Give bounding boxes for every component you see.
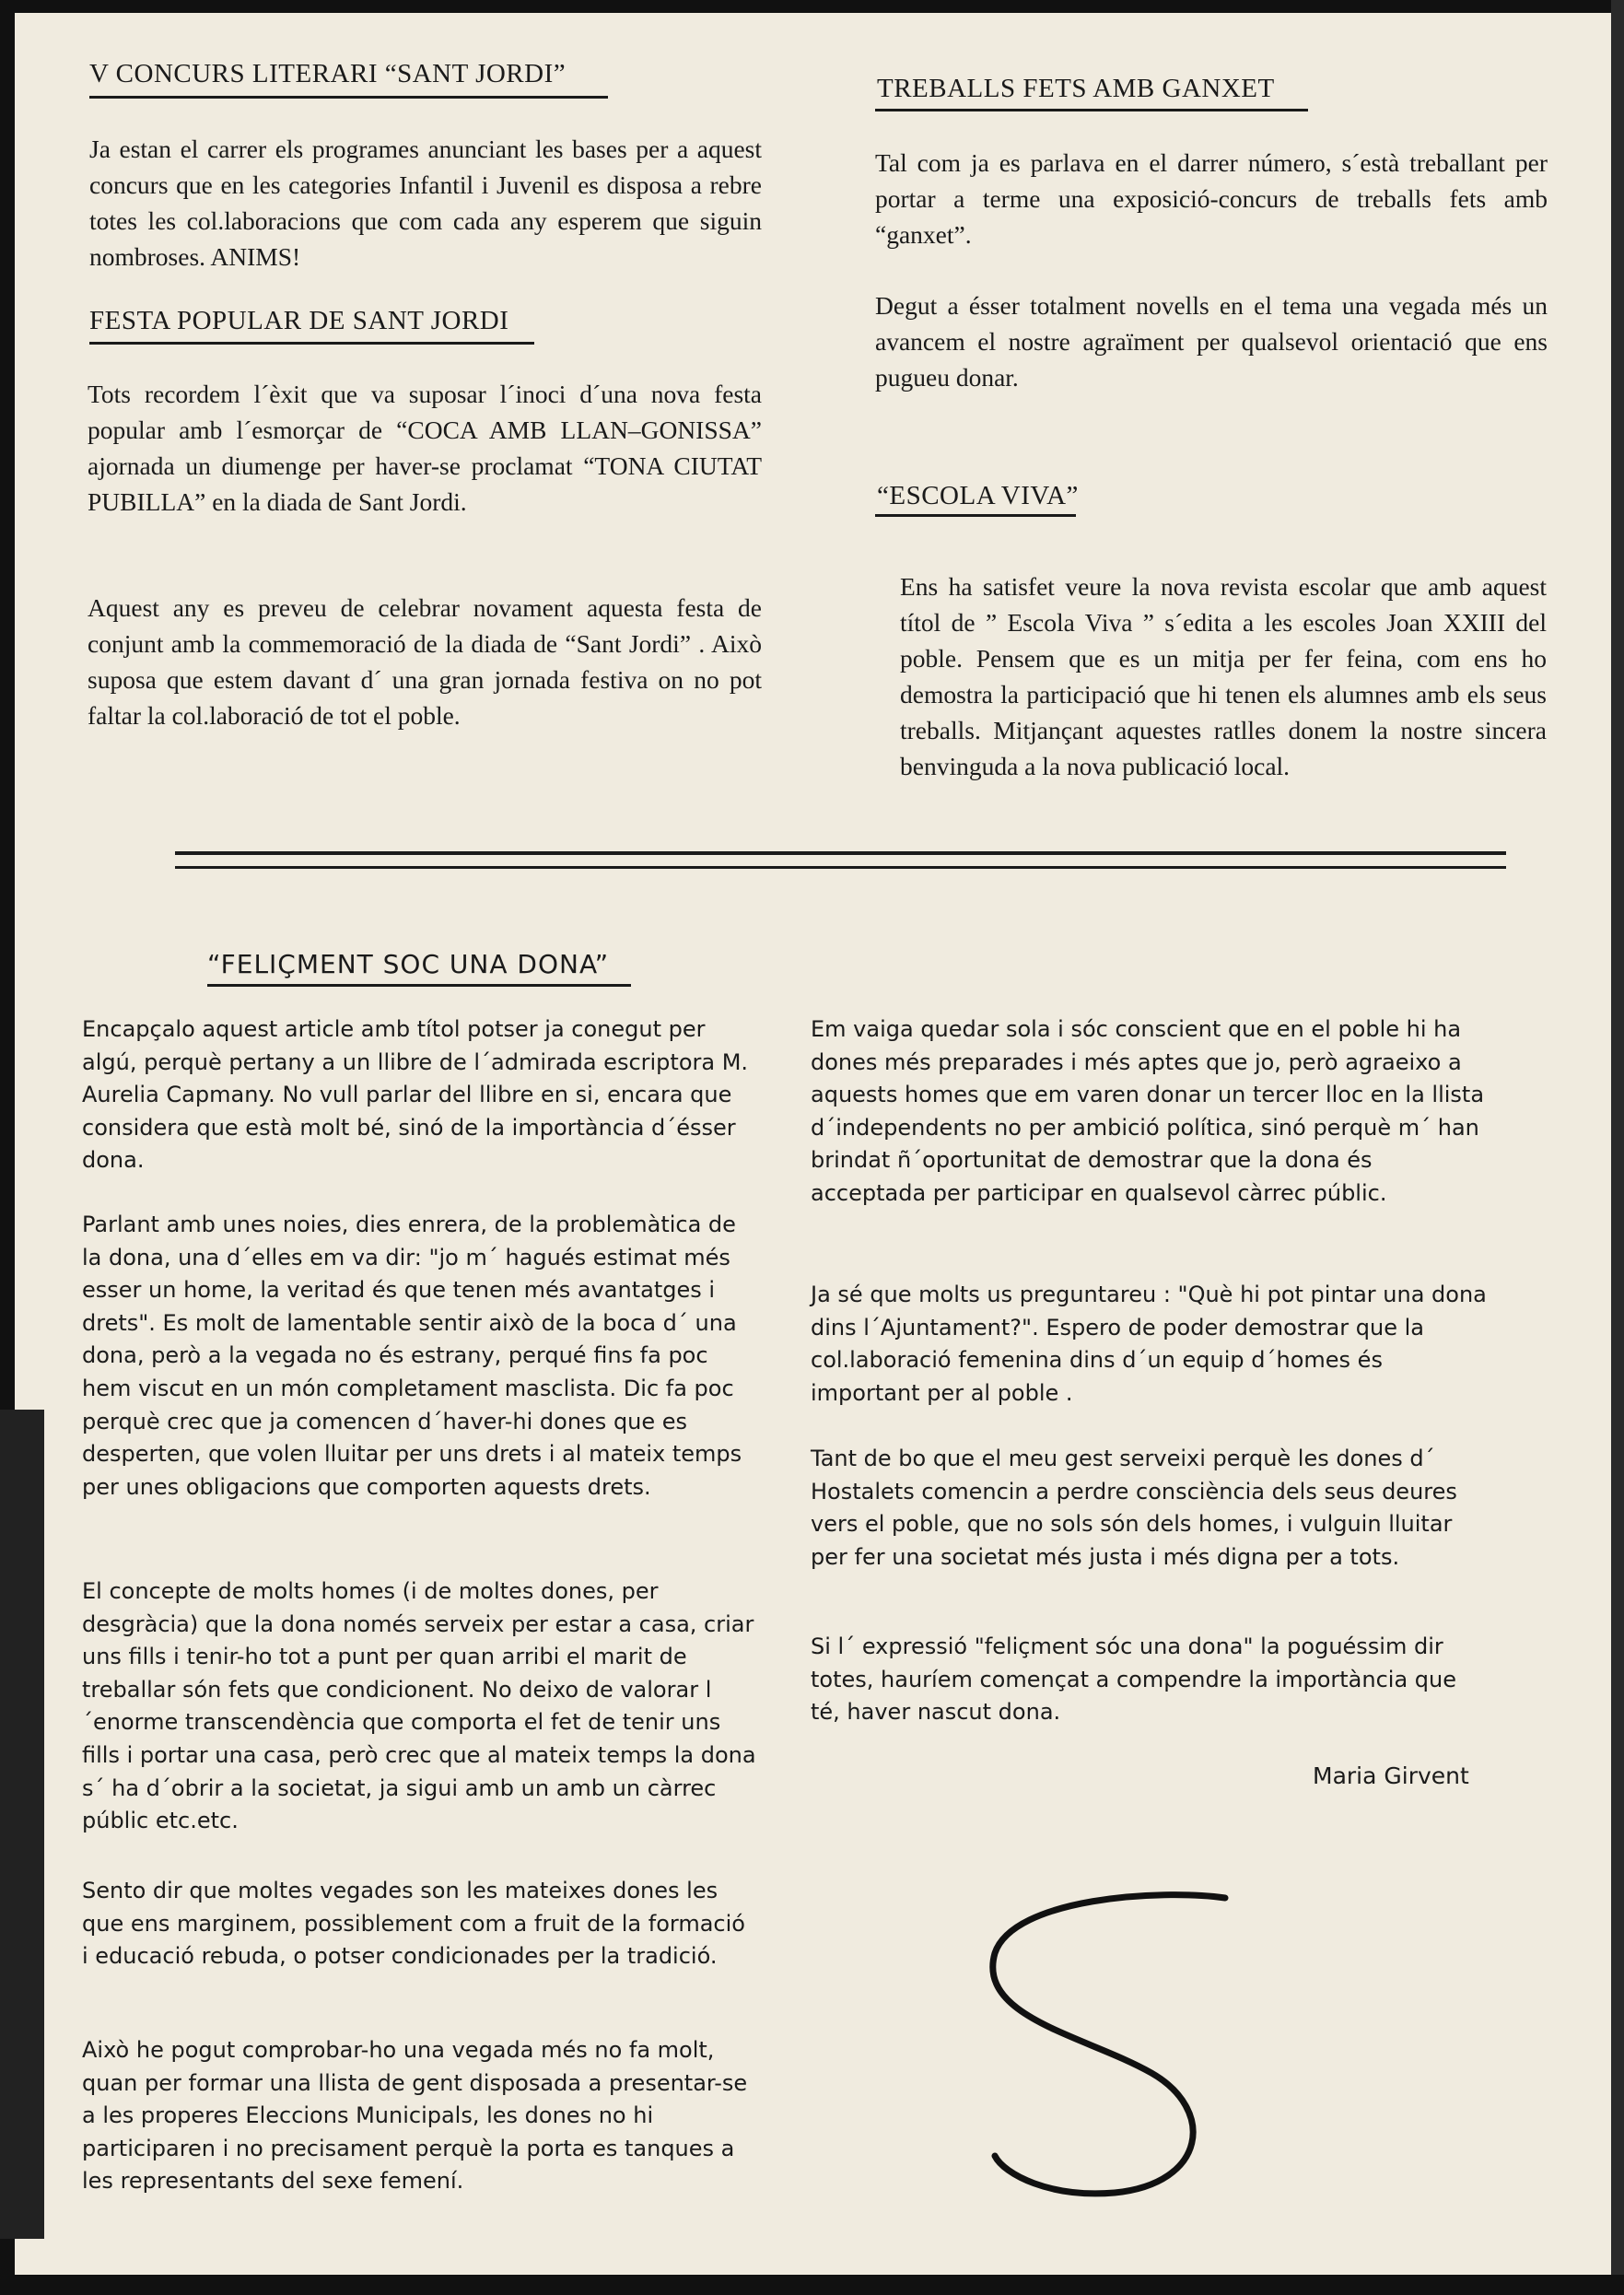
article-right-p2: Ja sé que molts us preguntareu : "Què hi pot pintar una dona dins l´Ajuntament?". Espero de poder demostrar que la col.laboració femenina dins d´un equip d´homes és important per al poble . xyxy=(811,1282,1487,1406)
heading-treballs-ganxet: TREBALLS FETS AMB GANXET xyxy=(877,74,1275,103)
article-left-p3: El concepte de molts homes (i de moltes dones, per desgràcia) que la dona només serveix per estar a casa, criar uns fills i tenir-ho tot a punt per quan arribi el marit de treballar són fets que condicionent. No deixo de valorar l´enorme transcendència que comporta el fet de tenir uns fills i portar una casa, però crec que al mateix temps la dona s´ ha d´obrir a la societat, ja sigui amb un amb un càrrec públic etc.etc. xyxy=(82,1578,756,1834)
article-right-p3: Tant de bo que el meu gest serveixi perquè les dones d´ Hostalets comencin a perdre consciència dels seus deures vers el poble, que no sols són dels homes, i vulguin lluitar per fer una societat més justa i més digna per a tots. xyxy=(811,1446,1457,1570)
article-author: Maria Girvent xyxy=(1313,1762,1469,1789)
article-left-p4: Sento dir que moltes vegades son les mateixes dones les que ens marginem, possiblement com a fruit de la formació i educació rebuda, o potser condicionades per la tradició. xyxy=(82,1878,745,1970)
divider-rule-lower xyxy=(175,866,1506,869)
heading-underline xyxy=(875,514,1076,517)
paragraph-festa-2: Aquest any es preveu de celebrar novament aquesta festa de conjunt amb la commemoració de la diada de “Sant Jordi” . Això suposa que estem davant d´ una gran jornada festiva on no pot faltar la col.laboració de tot el poble. xyxy=(88,593,762,730)
article-left-p2: Parlant amb unes noies, dies enrera, de la problemàtica de la dona, una d´elles em va dir: "jo m´ hagués estimat més esser un home, la veritad és que tenen més avantatges i drets". Es molt de lamentable sentir això de la boca d´ una dona, però a la vegada no és estrany, perqué fins fa poc hem viscut en un món completament masclista. Dic fa poc perquè crec que ja comencen d´haver-hi dones que es desperten, que volen lluitar per uns drets i al mateix temps per unes obligacions que comporten aquests drets. xyxy=(82,1212,742,1500)
divider-rule-upper xyxy=(175,851,1506,855)
scan-border-top xyxy=(0,0,1624,13)
heading-escola-viva: “ESCOLA VIVA” xyxy=(877,481,1079,510)
adjacent-page-photo-edge xyxy=(0,1410,44,2239)
article-left-p5: Això he pogut comprobar-ho una vegada més no fa molt, quan per formar una llista de gent disposada a presentar-se a les properes Eleccions Municipals, les dones no hi participaren i no precisament perquè la porta es tanques a les representants del sexe femení. xyxy=(82,2037,748,2195)
heading-underline xyxy=(875,109,1308,111)
scan-border-right xyxy=(1611,0,1624,2295)
decorative-s-flourish xyxy=(976,1879,1253,2211)
paragraph-escola-viva: Ens ha satisfet veure la nova revista escolar que amb aquest títol de ” Escola Viva ” s´edita a les escoles Joan XXIII del poble. Pensem que es un mitja per fer feina, com ens ho demostra la participació que hi tenen els alumnes amb els seus treballs. Mitjançant aquestes ratlles donem la nostre sincera benvinguda a la nova publicació local. xyxy=(900,572,1547,780)
paragraph-concurs: Ja estan el carrer els programes anunciant les bases per a aquest concurs que en les categories Infantil i Juvenil es disposa a rebre totes les col.laboracions que com cada any esperem que siguin nombroses. ANIMS! xyxy=(89,135,762,271)
heading-underline xyxy=(89,96,608,99)
article-right-p4: Si l´ expressió "feliçment sóc una dona" la poguéssim dir totes, hauríem començat a compendre la importància que té, haver nascut dona. xyxy=(811,1633,1456,1726)
article-left-p1: Encapçalo aquest article amb títol potser ja conegut per algú, perquè pertany a un llibre de l´admirada escriptora M. Aurelia Capmany. No vull parlar del llibre en si, encara que considera que està molt bé, sinó de la importància d´ésser dona. xyxy=(82,1016,749,1174)
article-title-underline xyxy=(207,984,631,987)
paragraph-ganxet-1: Tal com ja es parlava en el darrer número, s´està treballant per portar a terme una exposició-concurs de treballs fets amb “ganxet”. xyxy=(875,148,1548,249)
heading-underline xyxy=(89,342,534,345)
heading-festa-popular: FESTA POPULAR DE SANT JORDI xyxy=(89,306,509,335)
heading-concurs-literari: V CONCURS LITERARI “SANT JORDI” xyxy=(89,59,567,88)
scan-border-bottom xyxy=(0,2275,1624,2295)
paragraph-ganxet-2: Degut a ésser totalment novells en el tema una vegada més un avancem el nostre agraïment per qualsevol orientació que ens pugueu donar. xyxy=(875,291,1548,392)
paragraph-festa-1: Tots recordem l´èxit que va suposar l´inoci d´una nova festa popular amb l´esmorçar de “COCA AMB LLAN–GONISSA” ajornada un diumenge per haver-se proclamat “TONA CIUTAT PUBILLA” en la diada de Sant Jordi. xyxy=(88,380,762,516)
article-title: “FELIÇMENT SOC UNA DONA” xyxy=(207,949,610,979)
article-right-p1: Em vaiga quedar sola i sóc conscient que en el poble hi ha dones més preparades i més aptes que jo, però agraeixo a aquests homes que em varen donar un tercer lloc en la llista d´independents no per ambició política, sinó perquè m´ han brindat ñ´oportunitat de demostrar que la dona és acceptada per participar en qualsevol càrrec públic. xyxy=(811,1016,1485,1206)
